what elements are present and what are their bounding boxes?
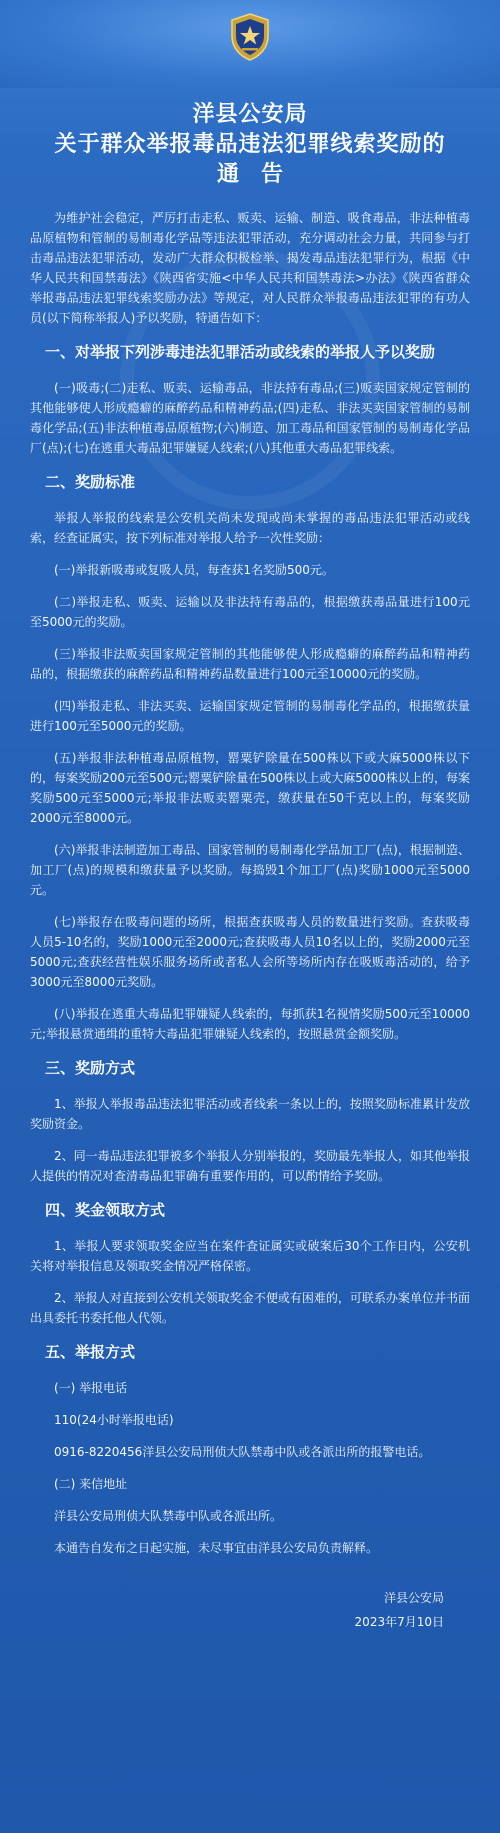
section-4-paragraph-2: 2、举报人对直接到公安机关领取奖金不便或有困难的，可联系办案单位并书面出具委托书委托他人代领。 <box>30 1291 470 1325</box>
notice-title <box>0 100 500 190</box>
section-2-paragraph-7: (六)举报非法制造加工毒品、国家管制的易制毒化学品加工厂(点)，根据制造、加工厂(点)的规模和缴获量予以奖励。每捣毁1个加工厂(点)奖励1000元至5000元。 <box>30 843 470 897</box>
section-1-paragraph-1: (一)吸毒;(二)走私、贩卖、运输毒品，非法持有毒品;(三)贩卖国家规定管制的其他能够使人形成瘾癖的麻醉药品和精神药品;(四)走私、非法买卖国家管制的易制毒化学品;(五)非法种植毒品原植物;(六)制造、加工毒品和国家管制的易制毒化学品厂(点);(七)在逃重大毒品犯罪嫌疑人线索;(八)其他重大毒品犯罪线索。 <box>30 381 470 455</box>
section-heading-2: 二、奖励标准 <box>45 473 136 491</box>
section-3-paragraph-2: 2、同一毒品违法犯罪被多个举报人分别举报的，奖励最先举报人，如其他举报人提供的情况对查清毒品犯罪确有重要作用的，可以酌情给予奖励。 <box>30 1149 470 1183</box>
title-line-3: 通告 <box>216 162 305 187</box>
section-2-paragraph-5: (四)举报走私、非法买卖、运输国家规定管制的易制毒化学品的，根据缴获量进行100元至5000元的奖励。 <box>30 699 470 733</box>
section-heading-3: 三、奖励方式 <box>45 1059 136 1077</box>
section-heading-5: 五、举报方式 <box>45 1343 136 1361</box>
section-5-paragraph-4: (二) 来信地址 <box>54 1477 128 1491</box>
title-line-1: 洋县公安局 <box>192 102 308 127</box>
section-2-paragraph-9: (八)举报在逃重大毒品犯罪嫌疑人线索的，每抓获1名视情奖励500元至10000元;举报悬赏通缉的重特大毒品犯罪嫌疑人线索的，按照悬赏金额奖励。 <box>30 1007 470 1041</box>
intro-paragraph: 为维护社会稳定，严厉打击走私、贩卖、运输、制造、吸食毒品，非法种植毒品原植物和管制的易制毒化学品等违法犯罪活动，充分调动社会力量，共同参与打击毒品违法犯罪活动，发动广大群众积极检举、揭发毒品违法犯罪行为，根据《中华人民共和国禁毒法》《陕西省实施<中华人民共和国禁毒法>办法》《陕西省群众举报毒品违法犯罪线索奖励办法》等规定，对人民群众举报毒品违法犯罪的有功人员(以下简称举报人)予以奖励，特通告如下： <box>30 211 470 325</box>
section-5-paragraph-1: (一) 举报电话 <box>54 1381 128 1395</box>
section-5-paragraph-5: 洋县公安局刑侦大队禁毒中队或各派出所。 <box>54 1509 283 1523</box>
section-heading-1: 一、对举报下列涉毒违法犯罪活动或线索的举报人予以奖励 <box>45 343 436 361</box>
section-5-paragraph-3: 0916-8220456洋县公安局刑侦大队禁毒中队或各派出所的报警电话。 <box>54 1445 431 1459</box>
section-2-paragraph-1: 举报人举报的线索是公安机关尚未发现或尚未掌握的毒品违法犯罪活动或线索，经查证属实，按下列标准对举报人给予一次性奖励： <box>30 511 470 545</box>
section-4-paragraph-1: 1、举报人要求领取奖金应当在案件查证属实或破案后30个工作日内，公安机关将对举报信息及领取奖金情况严格保密。 <box>30 1239 470 1273</box>
notice-body <box>30 208 470 1634</box>
section-heading-4: 四、奖金领取方式 <box>45 1201 166 1219</box>
section-2-paragraph-6: (五)举报非法种植毒品原植物，罂粟铲除量在500株以下或大麻5000株以下的，每案奖励200元至500元;罂粟铲除量在500株以上或大麻5000株以上的，每案奖励500元至5000元;举报非法贩卖罂粟壳，缴获量在50千克以上的，每案奖励2000元至8000元。 <box>30 751 470 825</box>
signature-date: 2023年7月10日 <box>354 1615 444 1629</box>
signature-block <box>30 1586 470 1634</box>
section-2-paragraph-4: (三)举报非法贩卖国家规定管制的其他能够使人形成瘾癖的麻醉药品和精神药品的，根据缴获的麻醉药品和精神药品数量进行100元至10000元的奖励。 <box>30 647 470 681</box>
signature-org: 洋县公安局 <box>383 1591 444 1605</box>
section-5-paragraph-6: 本通告自发布之日起实施，未尽事宜由洋县公安局负责解释。 <box>54 1541 379 1555</box>
section-2-paragraph-2: (一)举报新吸毒或复吸人员，每查获1名奖励500元。 <box>54 563 334 577</box>
police-emblem-icon <box>228 12 272 62</box>
section-5-paragraph-2: 110(24小时举报电话) <box>54 1413 174 1427</box>
section-2-paragraph-8: (七)举报存在吸毒问题的场所，根据查获吸毒人员的数量进行奖励。查获吸毒人员5-10名的，奖励1000元至2000元;查获吸毒人员10名以上的，奖励2000元至5000元;查获经营性娱乐服务场所或者私人会所等场所内存在吸贩毒活动的，给予3000元至8000元奖励。 <box>30 915 470 989</box>
section-3-paragraph-1: 1、举报人举报毒品违法犯罪活动或者线索一条以上的，按照奖励标准累计发放奖励资金。 <box>30 1097 470 1131</box>
section-2-paragraph-3: (二)举报走私、贩卖、运输以及非法持有毒品的，根据缴获毒品量进行100元至5000元的奖励。 <box>30 595 470 629</box>
title-line-2: 关于群众举报毒品违法犯罪线索奖励的 <box>54 132 446 157</box>
